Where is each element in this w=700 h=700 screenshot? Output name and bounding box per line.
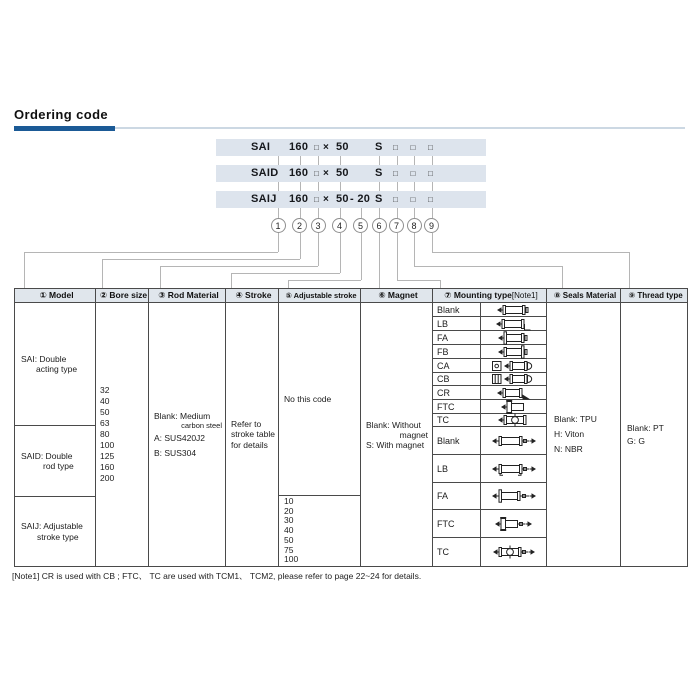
header-mounting-note-ref: [Note1]	[511, 291, 538, 300]
cyl-clevis-b-icon	[481, 373, 547, 386]
cyl-trunnion-center-icon	[481, 414, 547, 427]
connector-line	[318, 156, 319, 165]
digit-circle-6: 6	[372, 218, 387, 233]
digit-circle-4: 4	[332, 218, 347, 233]
bore-size-value: 50	[100, 407, 110, 417]
model-cell-saij	[15, 497, 96, 566]
bore-size-cell	[96, 303, 149, 566]
title-rule-line	[115, 127, 685, 129]
ordering-table	[14, 288, 688, 567]
adjustable-stroke-value: 100	[284, 554, 299, 565]
bore-size-value: 200	[100, 473, 115, 483]
code-stroke: 50	[336, 167, 349, 179]
rod-line1: Blank: Medium	[154, 410, 211, 421]
thread-line1: Blank: PT	[627, 423, 664, 433]
connector-line	[397, 182, 398, 191]
connector-line	[160, 266, 318, 267]
header-mounting-type-label: ⑦ Mounting type	[444, 290, 512, 300]
adjustable-stroke-value: 40	[284, 525, 294, 536]
connector-line	[414, 266, 562, 267]
adjustable-stroke-values-cell	[279, 496, 361, 566]
mounting-type-label: LB	[433, 317, 481, 331]
stroke-line2: stroke table	[231, 429, 275, 440]
header-mounting-type	[433, 289, 547, 303]
code-magnet: S	[375, 141, 383, 153]
connector-line	[278, 233, 279, 252]
code-model: SAI	[251, 141, 271, 153]
header-adjustable-stroke: ⑤ Adjustable stroke	[279, 289, 361, 303]
footnote: [Note1] CR is used with CB ; FTC、 TC are used with TCM1、 TCM2, please refer to page 22~24 for details.	[12, 571, 422, 581]
connector-line	[361, 208, 362, 218]
rod-line2: carbon steel	[181, 421, 222, 430]
connector-line	[397, 280, 441, 281]
model-sai-line1: SAI: Double	[21, 353, 67, 364]
code-model: SAIJ	[251, 193, 277, 205]
magnet-line2: magnet	[399, 429, 428, 440]
seals-line1: Blank: TPU	[554, 414, 597, 425]
connector-line	[379, 233, 380, 288]
connector-line	[440, 280, 441, 288]
header-magnet: ⑥ Magnet	[361, 289, 433, 303]
cyl-foot-icon	[481, 317, 547, 331]
header-seals-material: ⑧ Seals Material	[547, 289, 621, 303]
title-accent-bar	[14, 126, 115, 131]
code-times: ×	[323, 194, 330, 205]
code-rod-box: □	[314, 143, 320, 152]
connector-line	[397, 233, 398, 280]
connector-line	[24, 252, 25, 288]
code-adj: - 20	[350, 193, 371, 205]
connector-line	[288, 280, 289, 288]
connector-line	[629, 252, 630, 288]
code-mount-box: □	[393, 195, 399, 204]
connector-line	[414, 156, 415, 165]
code-mount-box: □	[393, 143, 399, 152]
mounting-type-label: CB	[433, 373, 481, 386]
digit-circle-1: 1	[271, 218, 286, 233]
mounting-type-label: TC	[433, 538, 481, 566]
magnet-line3: S: With magnet	[366, 439, 425, 450]
bore-size-value: 125	[100, 451, 115, 461]
model-said-line1: SAID: Double	[21, 450, 73, 461]
code-model: SAID	[251, 167, 279, 179]
bore-size-value: 63	[100, 418, 110, 428]
bore-size-value: 32	[100, 385, 110, 395]
thread-line2: G: G	[627, 435, 645, 446]
connector-line	[379, 208, 380, 218]
header-thread-type: ⑨ Thread type	[621, 289, 687, 303]
connector-line	[231, 273, 340, 274]
adjustable-stroke-value: 20	[284, 505, 294, 516]
stroke-cell	[226, 303, 279, 566]
code-mount-box: □	[393, 169, 399, 178]
connector-line	[300, 233, 301, 259]
connector-line	[379, 156, 380, 165]
mounting-type-label: Blank	[433, 427, 481, 455]
digit-circle-7: 7	[389, 218, 404, 233]
connector-line	[340, 156, 341, 165]
connector-line	[397, 208, 398, 218]
mounting-type-label: Blank	[433, 303, 481, 317]
adjustable-none-label: No this code	[284, 393, 332, 404]
mounting-type-label: FTC	[433, 400, 481, 414]
cyl-double-trunnion-center-icon	[481, 538, 547, 566]
connector-line	[414, 233, 415, 266]
model-cell-said	[15, 426, 96, 497]
header-model: ① Model	[15, 289, 96, 303]
connector-line	[432, 233, 433, 252]
bore-size-value: 80	[100, 429, 110, 439]
connector-line	[278, 156, 279, 165]
magnet-cell	[361, 303, 433, 566]
connector-line	[102, 259, 103, 288]
mounting-type-label: FB	[433, 345, 481, 359]
cyl-flange-front-icon	[481, 331, 547, 345]
code-times: ×	[323, 142, 330, 153]
code-thread-box: □	[428, 169, 434, 178]
code-bore: 160	[289, 193, 309, 205]
digit-circle-5: 5	[353, 218, 368, 233]
seals-material-cell	[547, 303, 621, 566]
code-seal-box: □	[410, 195, 416, 204]
connector-line	[288, 280, 361, 281]
cyl-trunnion-rear-icon	[481, 386, 547, 400]
rod-line3: A: SUS420J2	[154, 432, 206, 443]
thread-type-cell	[621, 303, 687, 566]
mounting-type-label: CR	[433, 386, 481, 400]
code-bore: 160	[289, 167, 309, 179]
connector-line	[432, 156, 433, 165]
cyl-basic-icon	[481, 303, 547, 317]
connector-line	[340, 182, 341, 191]
bore-size-value: 100	[100, 440, 115, 450]
code-seal-box: □	[410, 169, 416, 178]
connector-line	[432, 208, 433, 218]
code-magnet: S	[375, 193, 383, 205]
bore-size-value: 160	[100, 462, 115, 472]
adjustable-stroke-value: 75	[284, 544, 294, 555]
code-bore: 160	[289, 141, 309, 153]
mounting-type-label: LB	[433, 455, 481, 483]
connector-line	[340, 208, 341, 218]
connector-line	[432, 252, 630, 253]
connector-line	[160, 266, 161, 288]
model-saij-line1: SAIJ: Adjustable	[21, 521, 83, 531]
connector-line	[318, 208, 319, 218]
ordering-code-row-3	[216, 191, 486, 208]
digit-circle-3: 3	[311, 218, 326, 233]
cyl-trunnion-front-icon	[481, 400, 547, 414]
connector-line	[414, 208, 415, 218]
code-stroke: 50	[336, 193, 349, 205]
model-said-line2: rod type	[43, 461, 74, 471]
adjustable-stroke-value: 50	[284, 534, 294, 545]
mounting-type-label: FTC	[433, 510, 481, 538]
code-rod-box: □	[314, 195, 320, 204]
rod-material-cell	[149, 303, 226, 566]
connector-line	[318, 182, 319, 191]
stroke-line1: Refer to	[231, 418, 262, 429]
page-title: Ordering code	[14, 107, 109, 122]
digit-circle-2: 2	[292, 218, 307, 233]
digit-circle-8: 8	[407, 218, 422, 233]
mounting-type-label: CA	[433, 359, 481, 373]
mounting-type-label: FA	[433, 331, 481, 345]
model-sai-line2: acting type	[36, 364, 78, 374]
connector-line	[300, 208, 301, 218]
adjustable-stroke-value: 10	[284, 495, 294, 506]
cyl-double-basic-icon	[481, 427, 547, 455]
cyl-double-flange-icon	[481, 483, 547, 510]
connector-line	[397, 156, 398, 165]
connector-line	[414, 182, 415, 191]
connector-line	[361, 233, 362, 280]
stroke-line3: for details	[231, 439, 268, 450]
ordering-code-row-2	[216, 165, 486, 182]
ordering-code-row-1	[216, 139, 486, 156]
adjustable-stroke-value: 30	[284, 515, 294, 526]
code-rod-box: □	[314, 169, 320, 178]
cyl-clevis-a-icon	[481, 359, 547, 373]
connector-line	[562, 266, 563, 288]
digit-circle-9: 9	[424, 218, 439, 233]
seals-line2: H: Viton	[554, 429, 585, 440]
connector-line	[379, 182, 380, 191]
bore-size-value: 40	[100, 396, 110, 406]
model-cell-sai	[15, 303, 96, 426]
connector-line	[318, 233, 319, 266]
cyl-double-trunnion-front-icon	[481, 510, 547, 538]
connector-line	[24, 252, 278, 253]
mounting-type-label: FA	[433, 483, 481, 510]
code-seal-box: □	[410, 143, 416, 152]
model-saij-line2: stroke type	[37, 531, 79, 542]
connector-line	[340, 233, 341, 273]
connector-line	[278, 182, 279, 191]
code-times: ×	[323, 168, 330, 179]
magnet-line1: Blank: Without	[366, 419, 421, 430]
code-magnet: S	[375, 167, 383, 179]
connector-line	[231, 273, 232, 288]
seals-line3: N: NBR	[554, 444, 583, 455]
code-thread-box: □	[428, 143, 434, 152]
mounting-type-label: TC	[433, 414, 481, 427]
code-thread-box: □	[428, 195, 434, 204]
connector-line	[432, 182, 433, 191]
header-bore-size: ② Bore size	[96, 289, 149, 303]
connector-line	[278, 208, 279, 218]
code-stroke: 50	[336, 141, 349, 153]
header-rod-material: ③ Rod Material	[149, 289, 226, 303]
cyl-flange-rear-icon	[481, 345, 547, 359]
connector-line	[300, 182, 301, 191]
connector-line	[102, 259, 300, 260]
adjustable-stroke-none-cell	[279, 303, 361, 496]
rod-line4: B: SUS304	[154, 448, 197, 458]
connector-line	[300, 156, 301, 165]
cyl-double-foot-icon	[481, 455, 547, 483]
header-stroke: ④ Stroke	[226, 289, 279, 303]
